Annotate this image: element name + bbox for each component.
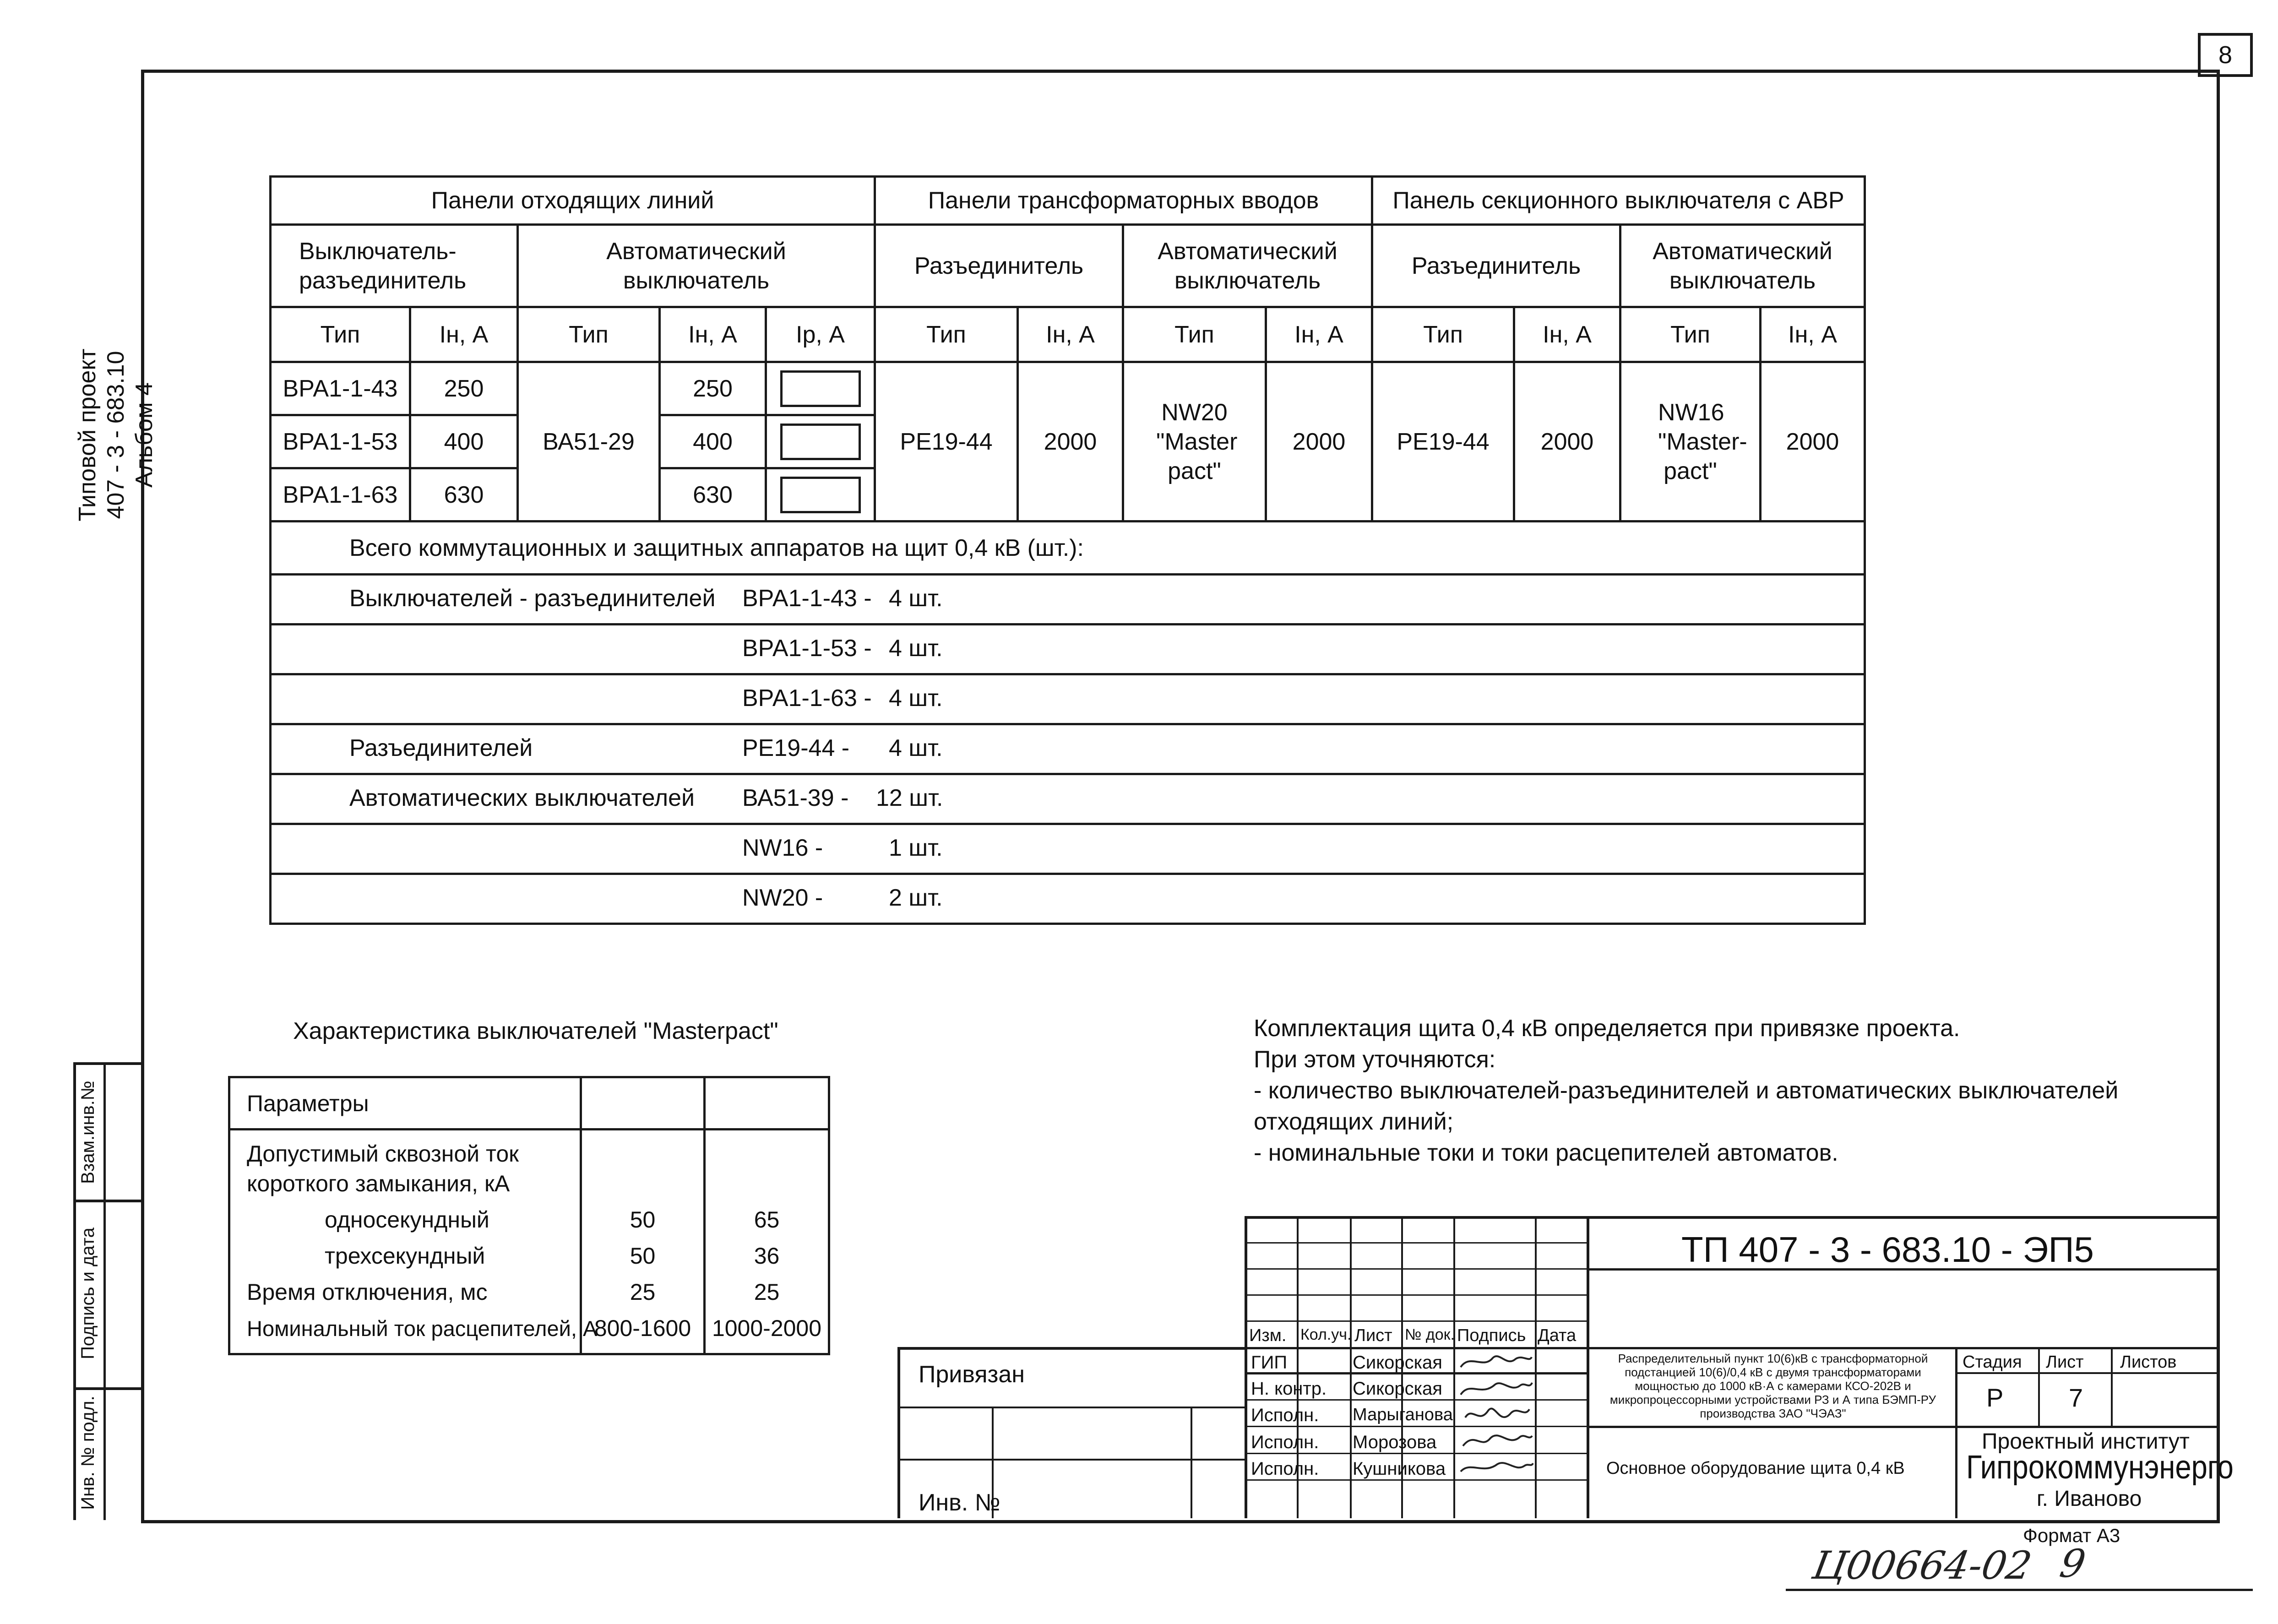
mp-param: Допустимый сквозной ток [247,1141,519,1167]
col-header: Iн, А [1514,307,1620,362]
org-line1: Проектный институт [1982,1429,2190,1454]
role: Н. контр. [1251,1379,1327,1399]
mp-value: 1000-2000 [712,1315,822,1341]
vr-in-cell: 630 [410,468,518,521]
vr-type-cell: ВРА1-1-63 [271,468,410,521]
sheets-label: Листов [2120,1352,2177,1372]
ir-cell [766,415,875,468]
col-header: Iн, А [410,307,518,362]
col-header: Тип [1372,307,1514,362]
stage-label: Стадия [1963,1352,2022,1372]
role: Исполн. [1251,1459,1319,1479]
ir-input-box[interactable] [780,424,861,460]
role: ГИП [1251,1352,1288,1373]
subheader-auto-breaker-2-text: Автоматический выключатель [1158,238,1337,294]
sec-ab-type-text: NW16 "Master-pact" [1658,399,1747,484]
summary-row [271,824,1865,874]
vr-type-cell: ВРА1-1-53 [271,415,410,468]
summary-row [271,625,1865,674]
summary-count: 4 шт. [889,685,943,712]
ab-in-cell: 250 [660,362,766,415]
handwritten-code: Ц00664-02 [1809,1543,2035,1588]
person-name: Кушникова [1353,1459,1446,1479]
mp-params-cell [229,1130,598,1354]
mp-header-empty [581,1077,705,1130]
mp-value: 50 [630,1207,656,1233]
binding-block [897,1347,1245,1518]
ir-cell [766,468,875,521]
subheader-disconnector-2: Разъединитель [1372,225,1620,307]
role: Исполн. [1251,1405,1319,1425]
sec-ab-in-cell: 2000 [1761,362,1865,521]
vr-type-cell: ВРА1-1-43 [271,362,410,415]
org-line2: Гипрокоммунэнерго [1966,1449,2234,1486]
notes-block [1254,1013,2118,1168]
note-line: отходящих линий; [1254,1108,1454,1135]
summary-row [271,774,1865,824]
note-line: При этом уточняются: [1254,1046,1496,1073]
tr-ab-in-cell: 2000 [1266,362,1372,521]
tr-disc-type-cell: РЕ19-44 [875,362,1018,521]
binding-label: Привязан [919,1361,1025,1388]
left-stamp [73,1062,141,1520]
mp-value: 25 [630,1279,656,1305]
ab-type-cell: ВА51-29 [518,362,660,521]
masterpact-caption: Характеристика выключателей "Masterpact" [293,1018,778,1044]
stamp-col-head: Изм. [1249,1326,1287,1345]
summary-device: РЕ19-44 - [742,735,850,761]
equipment-table [269,175,1866,925]
mp-param: Время отключения, мс [247,1279,488,1305]
ab-in-cell: 630 [660,468,766,521]
ab-in-cell: 400 [660,415,766,468]
col-header: Iн, А [1018,307,1123,362]
sec-disc-type-cell: РЕ19-44 [1372,362,1514,521]
side-title-line1: Типовой проект [74,348,101,521]
sheet-value: 7 [2069,1383,2083,1412]
stamp-col-head: Подпись [1457,1326,1526,1345]
side-title-line3: Альбом 4 [131,382,158,488]
summary-count: 4 шт. [889,635,943,662]
summary-title-cell [271,521,1865,575]
mp-value: 25 [754,1279,780,1305]
person-name: Сикорская [1353,1379,1442,1399]
sec-disc-in-cell: 2000 [1514,362,1620,521]
ir-input-box[interactable] [780,370,861,407]
summary-device: ВРА1-1-63 - [742,685,872,712]
subheader-disconnector-1: Разъединитель [875,225,1123,307]
col-header: Тип [875,307,1018,362]
handwritten-underline [1786,1589,2253,1591]
group-header-transformer: Панели трансформаторных вводов [875,177,1372,225]
mp-value: 50 [630,1243,656,1269]
sheet-number: 8 [2218,41,2233,69]
mp-values-1 [581,1130,705,1354]
org-line3: г. Иваново [2037,1487,2142,1511]
note-line: - номинальные токи и токи расцепителей автоматов. [1254,1140,1838,1166]
summary-count: 4 шт. [889,735,943,761]
mp-values-2 [705,1130,829,1354]
group-header-outgoing: Панели отходящих линий [271,177,875,225]
person-name: Сикорская [1353,1352,1442,1373]
stamp-col-head: Кол.уч. [1300,1326,1352,1343]
mp-value: 65 [754,1207,780,1233]
summary-count: 4 шт. [889,585,943,612]
inv-no-label: Инв. № [919,1489,1000,1516]
title-block [1245,1216,2234,1518]
col-header: Iн, А [660,307,766,362]
vr-in-cell: 400 [410,415,518,468]
ir-input-box[interactable] [780,477,861,513]
left-stamp-replacement: Взам.инв.№ [78,1081,98,1184]
col-header: Тип [1620,307,1761,362]
mp-param: трехсекундный [325,1243,485,1269]
mp-param: Номинальный ток расцепителей, А [247,1316,598,1341]
person-name: Морозова [1353,1432,1437,1452]
stamp-col-head: Дата [1538,1326,1577,1345]
mp-param: односекундный [325,1207,489,1233]
side-title [73,229,211,641]
tr-ab-type-cell [1123,362,1266,521]
mp-header-empty [705,1077,829,1130]
summary-count: 1 шт. [889,835,943,861]
tr-ab-type-text: NW20 "Master pact" [1156,399,1238,484]
stamp-col-head: Лист [1354,1326,1392,1345]
signatures [1456,1349,1534,1482]
summary-device: ВРА1-1-53 - [742,635,872,662]
summary-label: Автоматических выключателей [349,785,695,811]
sec-ab-type-cell [1620,362,1761,521]
ir-cell [766,362,875,415]
masterpact-table [228,1076,830,1355]
col-header: Тип [1123,307,1266,362]
summary-row [271,724,1865,774]
stamp-col-head: № док. [1405,1326,1455,1343]
project-description: Распределительный пункт 10(6)кВ с трансформаторной подстанцией 10(6)/0,4 кВ с двумя трансформаторами мощностью до 1000 кВ·А с камерами КСО-202В и микропроцессорными устройствами РЗ и А типа БЭМП-РУ производства ЗАО "ЧЭАЗ" [1609,1352,1936,1420]
summary-row [271,575,1865,625]
summary-device: NW20 - [742,885,823,911]
summary-device: ВА51-39 - [742,785,849,811]
mp-value: 36 [754,1243,780,1269]
mp-value [582,1166,703,1202]
role: Исполн. [1251,1432,1319,1452]
col-header: Iр, А [766,307,875,362]
subheader-auto-breaker-3 [1620,225,1865,307]
summary-count: 2 шт. [889,885,943,911]
col-header: Тип [271,307,410,362]
subheader-auto-breaker-2 [1123,225,1372,307]
subheader-auto-breaker-3-text: Автоматический выключатель [1653,238,1832,294]
subheader-auto-breaker-1-text: Автоматический выключатель [606,238,786,294]
summary-row [271,674,1865,724]
side-title-line2: 407 - 3 - 683.10 [103,351,129,519]
format-label: Формат А3 [2023,1525,2120,1546]
subheader-switch-disconnector [271,225,518,307]
mp-value [706,1166,828,1202]
left-stamp-signature-date: Подпись и дата [78,1228,98,1359]
note-line: Комплектация щита 0,4 кВ определяется при привязке проекта. [1254,1015,1960,1042]
note-line: - количество выключателей-разъединителей и автоматических выключателей [1254,1077,2119,1104]
mp-value: 800-1600 [594,1315,691,1341]
col-header: Тип [518,307,660,362]
mp-header: Параметры [229,1077,581,1130]
subheader-auto-breaker-1 [518,225,875,307]
sheet-label: Лист [2046,1352,2084,1372]
stage-value: Р [1986,1383,2004,1412]
summary-row [271,874,1865,924]
tr-disc-in-cell: 2000 [1018,362,1123,521]
person-name: Марыганова [1353,1405,1453,1424]
mp-param: короткого замыкания, кА [247,1171,510,1196]
subheader-switch-disconnector-text: Выключатель-разъединитель [299,238,467,294]
vr-in-cell: 250 [410,362,518,415]
doc-code: ТП 407 - 3 - 683.10 - ЭП5 [1681,1229,2094,1270]
summary-title: Всего коммутационных и защитных аппаратов на щит 0,4 кВ (шт.): [349,534,1084,561]
handwritten-page: 9 [2056,1541,2089,1586]
left-stamp-inv-no: Инв. № подл. [78,1396,98,1510]
summary-label: Выключателей - разъединителей [349,585,716,612]
summary-label: Разъединителей [349,735,533,761]
col-header: Iн, А [1761,307,1865,362]
summary-device: ВРА1-1-43 - [742,585,872,612]
summary-count: 12 шт. [876,785,943,811]
summary-device: NW16 - [742,835,823,861]
sheet-title: Основное оборудование щита 0,4 кВ [1606,1459,1905,1478]
group-header-section: Панель секционного выключателя с АВР [1372,177,1865,225]
col-header: Iн, А [1266,307,1372,362]
